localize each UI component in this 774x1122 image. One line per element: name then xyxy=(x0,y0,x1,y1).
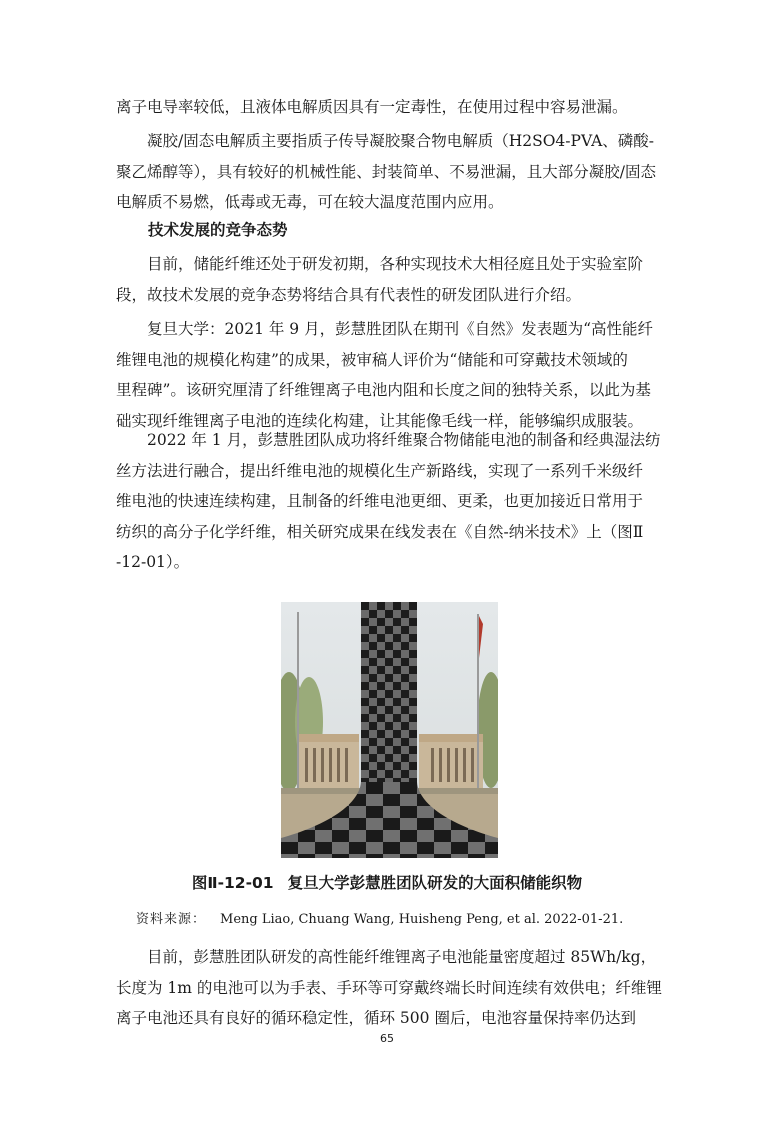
paragraph-6 xyxy=(116,942,664,1034)
text-line: 维锂电池的规模化构建”的成果，被审稿人评价为“储能和可穿戴技术领域的 xyxy=(116,350,628,369)
section-heading: 技术发展的竞争态势 xyxy=(148,221,288,239)
figure-caption xyxy=(0,871,774,893)
text-line: 丝方法进行融合，提出纤维电池的规模化生产新路线，实现了一系列千米级纤 xyxy=(116,461,644,480)
figure-title: 复旦大学彭慧胜团队研发的大面积储能织物 xyxy=(287,874,583,892)
text-line: 离子电导率较低，且液体电解质因具有一定毒性，在使用过程中容易泄漏。 xyxy=(116,98,628,116)
text-line: 2022 年 1 月，彭慧胜团队成功将纤维聚合物储能电池的制备和经典湿法纺 xyxy=(116,431,661,449)
figure-number: 图Ⅱ-12-01 xyxy=(191,874,274,892)
text-line: 础实现纤维锂离子电池的连续化构建，让其能像毛线一样，能够编织成服装。 xyxy=(116,411,644,430)
paragraph-3 xyxy=(116,249,664,310)
page-number: 65 xyxy=(380,1032,394,1045)
paragraph-5 xyxy=(116,425,664,578)
text-line: 目前，彭慧胜团队研发的高性能纤维锂离子电池能量密度超过 85Wh/kg， xyxy=(116,948,657,966)
source-text: Meng Liao, Chuang Wang, Huisheng Peng, et al. 2022-01-21. xyxy=(220,912,624,927)
text-line: 维电池的快速连续构建，且制备的纤维电池更细、更柔，也更加接近日常用于 xyxy=(116,492,644,510)
text-line: 长度为 1m 的电池可以为手表、手环等可穿戴终端长时间连续有效供电；纤维锂 xyxy=(116,978,662,997)
fabric-vertical xyxy=(361,602,417,802)
source-label: 资料来源： xyxy=(136,912,207,927)
text-line: 聚乙烯醇等），具有较好的机械性能、封装简单、不易泄漏，且大部分凝胶/固态 xyxy=(116,162,656,181)
text-line: 纺织的高分子化学纤维，相关研究成果在线发表在《自然-纳米技术》上（图Ⅱ xyxy=(116,522,644,541)
paragraph-4 xyxy=(116,314,664,436)
text-line: 离子电池还具有良好的循环稳定性，循环 500 圈后，电池容量保持率仍达到 xyxy=(116,1009,636,1027)
text-line: 电解质不易燃，低毒或无毒，可在较大温度范围内应用。 xyxy=(116,193,504,211)
text-line: 段，故技术发展的竞争态势将结合具有代表性的研发团队进行介绍。 xyxy=(116,285,582,304)
figure-source xyxy=(136,908,623,927)
text-line: 目前，储能纤维还处于研发初期，各种实现技术大相径庭且处于实验室阶 xyxy=(116,255,644,273)
text-line: 复旦大学：2021 年 9 月，彭慧胜团队在期刊《自然》发表题为“高性能纤 xyxy=(116,320,654,338)
paragraph-1 xyxy=(116,92,664,123)
figure-photo xyxy=(281,602,498,858)
text-line: 凝胶/固态电解质主要指质子传导凝胶聚合物电解质（H2SO4-PVA、磷酸- xyxy=(116,132,655,150)
text-line: -12-01）。 xyxy=(116,553,190,571)
text-line: 里程碑”。该研究厘清了纤维锂离子电池内阻和长度之间的独特关系，以此为基 xyxy=(116,381,651,399)
paragraph-2 xyxy=(116,126,664,218)
